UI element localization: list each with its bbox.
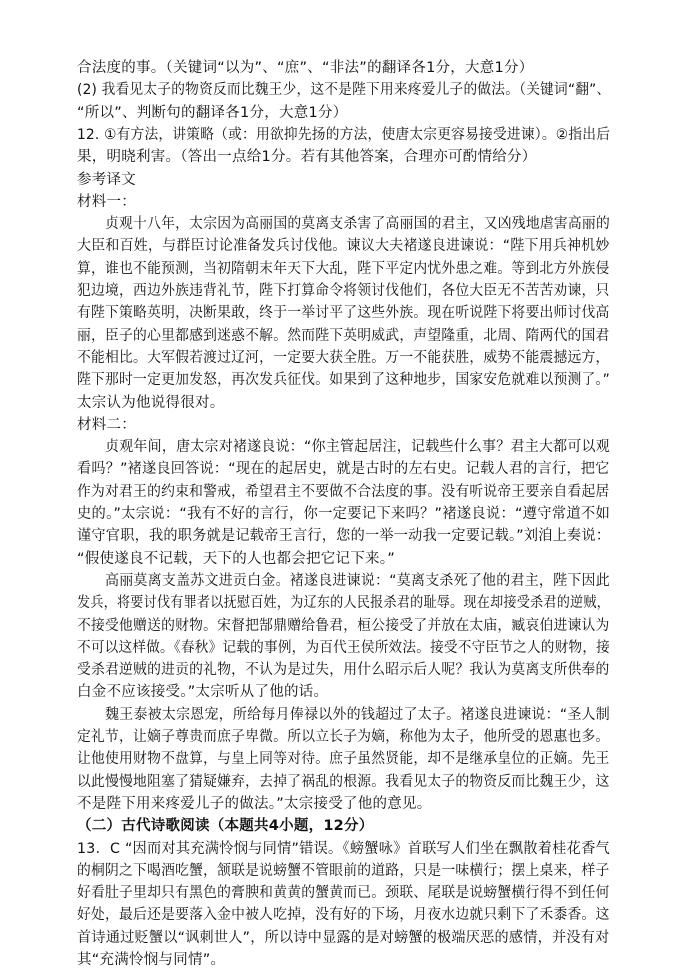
text-line-22: 谨守官职，我的职务就是记载帝王言行，您的一举一动我一定要记载。”刘洎上奏说： (77, 528, 611, 544)
text-line-28: 受杀君逆贼的进贡的礼物，不认为是过失，用什么昭示后人呢？我认为莫离支所供奉的 (77, 662, 610, 678)
text-line-8: 贞观十八年，太宗因为高丽国的莫离支杀害了高丽国的君主，又凶残地虐害高丽的 (105, 216, 610, 232)
section-heading-poetry: （二）古代诗歌阅读（本题共4小题，12分） (77, 818, 374, 834)
section-heading-translation: 参考译文 (77, 172, 136, 188)
text-line-19: 看吗？”褚遂良回答说：“现在的起居史，就是古时的左右史。记载人君的言行，把它 (77, 461, 610, 477)
text-line-10: 算，谁也不能预测，当初隋朝末年天下大乱，陛下平定内忧外患之难。等到北方外族侵 (77, 261, 610, 277)
section-heading-material-2: 材料二： (77, 417, 136, 433)
text-line-14: 不能相比。大军假若渡过辽河，一定要大获全胜。万一不能获胜，威势不能震撼远方， (77, 350, 610, 366)
text-line-26: 不接受他赠送的财物。宋督把郜鼎赠给鲁君，桓公接受了并放在太庙，臧哀伯进谏认为 (77, 618, 610, 634)
text-line-39: 好处，最后还是要落入金中被人吃掉，没有好的下场，月夜水边就只剩下了禾黍香。这 (77, 907, 610, 923)
text-line-9: 大臣和百姓，与群臣讨论准备发兵讨伐他。谏议大夫褚遂良进谏说：“陛下用兵神机妙 (77, 238, 610, 254)
text-line-20: 作为对君王的约束和警戒，希望君主不要做不合法度的事。没有听说帝王要亲自看起居 (77, 484, 610, 500)
text-line-24: 高丽莫离支盖苏文进贡白金。褚遂良进谏说：“莫离支杀死了他的君主，陛下因此 (105, 573, 610, 589)
text-line-11: 犯边境，西边外族违背礼节，陛下打算命令将领讨伐他们，各位大臣无不苦苦劝谏，只 (77, 283, 610, 299)
text-line-31: 定礼节，让嫡子尊贵而庶子卑微。所以立长子为嫡，称他为太子，他所受的恩惠也多。 (77, 729, 610, 745)
text-line-25: 发兵，将要讨伐有罪者以抚慰百姓，为辽东的人民报杀君的耻辱。现在却接受杀君的逆贼， (77, 595, 611, 611)
text-line-1: 合法度的事。（关键词“以为”、“庶”、“非法”的翻译各1分，大意1分） (77, 60, 534, 76)
section-heading-material-1: 材料一： (77, 194, 136, 210)
text-line-3: “所以”、判断句的翻译各1分，大意1分） (77, 105, 348, 121)
text-line-32: 让他使用财物不盘算，与皇上同等对待。庶子虽然贤能，却不是继承皇位的正嫡。先王 (77, 751, 610, 767)
text-line-40: 首诗通过贬蟹以“讽刺世人”，所以诗中显露的是对螃蟹的极端厌恶的感情，并没有对 (77, 930, 610, 946)
text-line-12: 有陛下策略英明，决断果敢，终于一举讨平了这些外族。现在听说陛下将要出师讨伐高 (77, 305, 610, 321)
text-line-4: 12. ①有方法，讲策略（或：用欲抑先扬的方法，使唐太宗更容易接受进谏）。②指出后 (77, 127, 611, 143)
text-line-2: (2) 我看见太子的物资反而比魏王少，这不是陛下用来疼爱儿子的做法。（关键词“翻”、 (77, 82, 611, 98)
text-line-41: 其“充满怜悯与同情”。 (77, 952, 226, 968)
text-line-27: 不可以这样做。《春秋》记载的事例，为百代王侯所效法。接受不守臣节之人的财物，接 (77, 640, 611, 656)
text-line-15: 陛下那时一定更加发怒，再次发兵征伐。如果到了这种地步，国家安危就难以预测了。” (77, 372, 611, 388)
text-line-21: 史的。”太宗说：“我有不好的言行，你一定要记下来吗？”褚遂良说：“遵守常道不如 (77, 506, 611, 522)
text-line-37: 的桐阴之下喝酒吃蟹，颔联是说螃蟹不管眼前的道路，只是一味横行；摆上桌来，样子 (77, 863, 610, 879)
text-line-23: “假使遂良不记载，天下的人也都会把它记下来。” (77, 551, 396, 567)
text-line-29: 白金不应该接受。”太宗听从了他的话。 (77, 684, 329, 700)
text-line-33: 以此慢慢地阻塞了猜疑嫌弃，去掉了祸乱的根源。我看见太子的物资反而比魏王少，这 (77, 774, 610, 790)
text-line-16: 太宗认为他说得很对。 (77, 395, 225, 411)
text-line-18: 贞观年间，唐太宗对褚遂良说：“你主管起居注，记载些什么事？君主大都可以观 (105, 439, 610, 455)
text-line-30: 魏王泰被太宗恩宠，所给每月俸禄以外的钱超过了太子。褚遂良进谏说：“圣人制 (105, 707, 610, 723)
text-line-5: 果，明晓利害。（答出一点给1分。若有其他答案，合理亦可酌情给分） (77, 149, 537, 165)
text-line-13: 丽，臣子的心里都感到迷惑不解。然而陛下英明威武，声望隆重，北周、隋两代的国君 (77, 328, 610, 344)
text-line-34: 不是陛下用来疼爱儿子的做法。”太宗接受了他的意见。 (77, 796, 432, 812)
text-line-36: 13．C “因而对其充满怜悯与同情”错误。《螃蟹咏》首联写人们坐在飘散着桂花香气 (77, 841, 610, 857)
text-line-38: 好看肚子里却只有黑色的膏腴和黄黄的蟹黄而已。颈联、尾联是说螃蟹横行得不到任何 (77, 885, 610, 901)
